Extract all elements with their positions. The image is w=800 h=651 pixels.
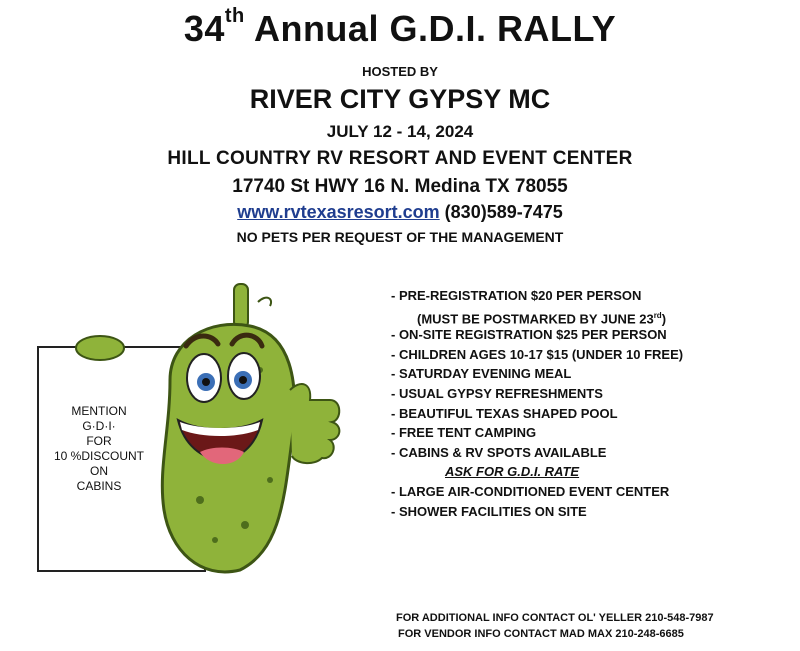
list-item: - BEAUTIFUL TEXAS SHAPED POOL (391, 405, 618, 421)
phone-number: (830)589-7475 (444, 202, 563, 222)
sign-line: ON (90, 464, 108, 478)
feature-list (391, 286, 751, 521)
list-item: ASK FOR G.D.I. RATE (445, 464, 580, 480)
postmark-end: ) (661, 310, 667, 326)
sign-line: MENTION (71, 404, 127, 418)
info-contact: FOR ADDITIONAL INFO CONTACT OL' YELLER 210-548-7987 (396, 612, 714, 624)
sign-line: 10 %DISCOUNT (53, 449, 145, 463)
list-item (391, 306, 751, 326)
event-dates: JULY 12 - 14, 2024 (326, 122, 474, 141)
sign-line: CABINS (76, 479, 122, 493)
postmark-note: (MUST BE POSTMARKED BY JUNE 23 (417, 310, 654, 326)
sign-line: FOR (86, 434, 112, 448)
list-item: - CABINS & RV SPOTS AVAILABLE (391, 444, 607, 460)
website-link[interactable]: www.rvtexasresort.com (237, 202, 440, 222)
title-rest: Annual G.D.I. RALLY (253, 8, 617, 49)
host-club: RIVER CITY GYPSY MC (249, 84, 551, 114)
venue-name: HILL COUNTRY RV RESORT AND EVENT CENTER (167, 148, 633, 169)
contact-line (0, 202, 800, 223)
list-item: - FREE TENT CAMPING (391, 425, 537, 441)
no-pets-notice: NO PETS PER REQUEST OF THE MANAGEMENT (236, 229, 564, 245)
flyer-title (0, 5, 800, 50)
pickle-mascot-icon (0, 270, 360, 580)
list-item: - USUAL GYPSY REFRESHMENTS (391, 385, 603, 401)
title-suffix: th (224, 5, 245, 27)
vendor-contact: FOR VENDOR INFO CONTACT MAD MAX 210-248-6685 (398, 628, 684, 640)
postmark-sup: rd (653, 310, 662, 320)
list-item: - SATURDAY EVENING MEAL (391, 366, 572, 382)
venue-address: 17740 St HWY 16 N. Medina TX 78055 (232, 176, 568, 197)
list-item: - ON-SITE REGISTRATION $25 PER PERSON (391, 327, 667, 343)
title-number: 34 (183, 8, 225, 49)
list-item: - CHILDREN AGES 10-17 $15 (UNDER 10 FREE) (391, 346, 684, 362)
hosted-by: HOSTED BY (362, 64, 438, 79)
list-item: - SHOWER FACILITIES ON SITE (391, 503, 587, 519)
sign-line: G·D·I· (82, 419, 116, 433)
footer-contacts (396, 610, 796, 642)
list-item: - LARGE AIR-CONDITIONED EVENT CENTER (391, 483, 670, 499)
list-item: - PRE-REGISTRATION $20 PER PERSON (391, 288, 642, 303)
